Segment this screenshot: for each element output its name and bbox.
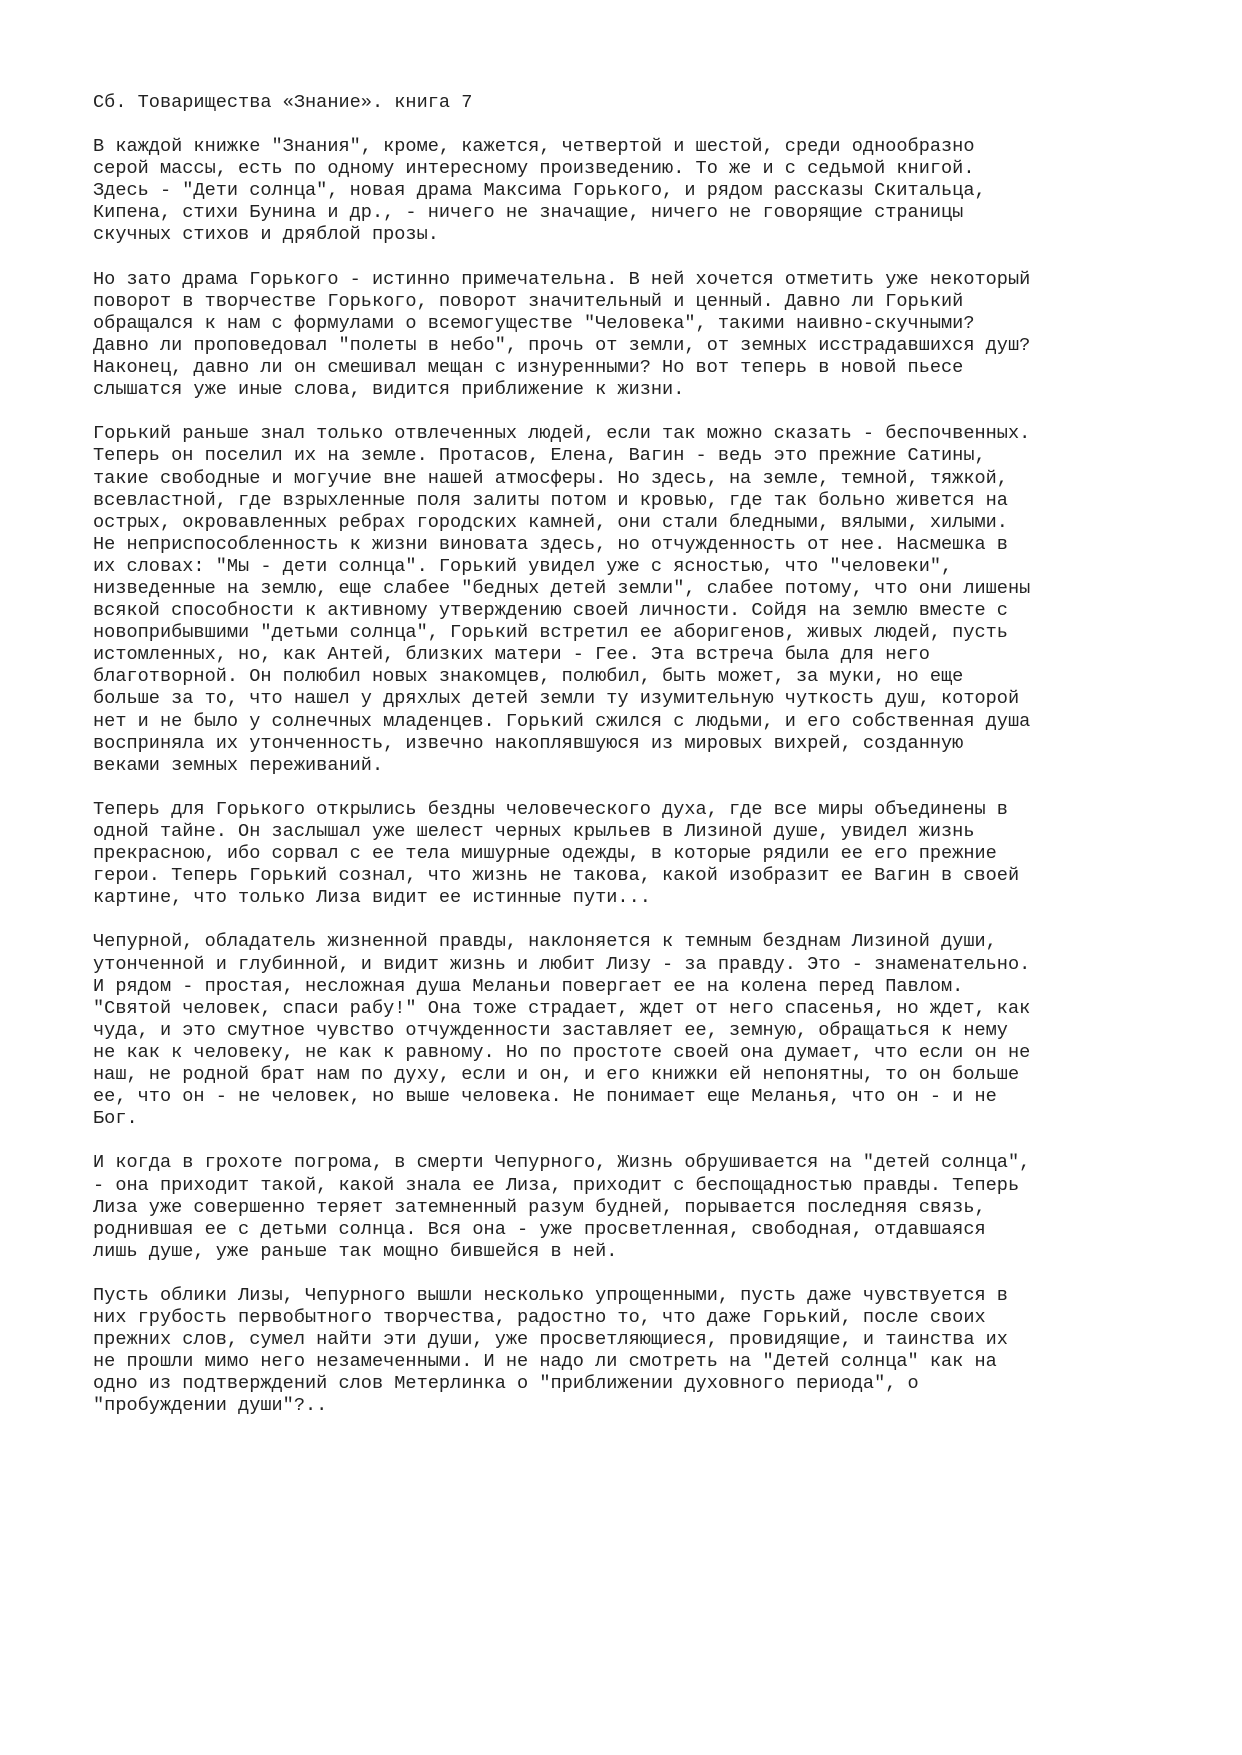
text-line: не как к человеку, не как к равному. Но по простоте своей она думает, что если он не: [93, 1041, 1031, 1063]
text-line: Наконец, давно ли он смешивал мещан с изнуренными? Но вот теперь в новой пьесе: [93, 357, 964, 379]
text-line: Здесь - "Дети солнца", новая драма Максима Горького, и рядом рассказы Скитальца,: [93, 180, 986, 202]
text-line: Но зато драма Горького - истинно примечательна. В ней хочется отметить уже некоторый: [93, 268, 1031, 290]
document-title: Сб. Товарищества «Знание». книга 7: [93, 92, 473, 113]
text-line: Бог.: [93, 1108, 138, 1130]
text-line: Горький раньше знал только отвлеченных людей, если так можно сказать - беспочвенных.: [93, 423, 1031, 445]
text-line: Теперь он поселил их на земле. Протасов, Елена, Вагин - ведь это прежние Сатины,: [93, 445, 986, 467]
text-line: слышатся уже иные слова, видится приближение к жизни.: [93, 379, 685, 401]
paragraph: [93, 1285, 1173, 1418]
text-line: чуда, и это смутное чувство отчужденности заставляет ее, земную, обращаться к нему: [93, 1019, 1008, 1041]
text-line: обращался к нам с формулами о всемогуществе "Человека", такими наивно-скучными?: [93, 312, 975, 334]
document-body: [93, 92, 1173, 1440]
text-line: Пусть облики Лизы, Чепурного вышли несколько упрощенными, пусть даже чувствуется в: [93, 1284, 1008, 1306]
text-line: всякой способности к активному утверждению своей личности. Сойдя на землю вместе с: [93, 600, 1008, 622]
text-line: герои. Теперь Горький сознал, что жизнь не такова, какой изобразит ее Вагин в своей: [93, 865, 1020, 887]
text-line: новоприбывшими "детьми солнца", Горький встретил ее аборигенов, живых людей, пусть: [93, 622, 1008, 644]
text-line: одной тайне. Он заслышал уже шелест черных крыльев в Лизиной душе, увидел жизнь: [93, 821, 975, 842]
text-line: роднившая ее с детьми солнца. Вся она - уже просветленная, свободная, отдавшаяся: [93, 1218, 986, 1240]
text-line: Чепурной, обладатель жизненной правды, наклоняется к темным безднам Лизиной души,: [93, 931, 997, 953]
paragraph-list: [93, 136, 1173, 1417]
text-line: их словах: "Мы - дети солнца". Горький увидел уже с ясностью, что "человеки",: [93, 555, 953, 577]
text-line: - она приходит такой, какой знала ее Лиза, приходит с беспощадностью правды. Теперь: [93, 1174, 1020, 1196]
text-line: прежних слов, сумел найти эти души, уже просветляющиеся, провидящие, и таинства их: [93, 1329, 1008, 1351]
text-line: благотворной. Он полюбил новых знакомцев, полюбил, быть может, за муки, но еще: [93, 666, 964, 688]
text-line: них грубость первобытного творчества, радостно то, что даже Горький, после своих: [93, 1307, 986, 1329]
text-line: лишь душе, уже раньше так мощно бившейся в ней.: [93, 1240, 618, 1262]
text-line: веками земных переживаний.: [93, 754, 384, 776]
text-line: картине, что только Лиза видит ее истинные пути...: [93, 887, 651, 909]
text-line: наш, не родной брат нам по духу, если и он, и его книжки ей непонятны, то он больше: [93, 1064, 1020, 1086]
text-line: Не неприспособленность к жизни виновата здесь, но отчужденность от нее. Насмешка в: [93, 533, 1008, 555]
text-line: Давно ли проповедовал "полеты в небо", прочь от земли, от земных исстрадавшихся душ?: [93, 334, 1031, 356]
text-line: утонченной и глубинной, и видит жизнь и любит Лизу - за правду. Это - знаменательно.: [93, 953, 1031, 975]
text-line: ее, что он - не человек, но выше человека. Не понимает еще Меланья, что он - и не: [93, 1086, 997, 1108]
text-line: И когда в грохоте погрома, в смерти Чепурного, Жизнь обрушивается на "детей солнца",: [93, 1152, 1031, 1174]
text-line: "Святой человек, спаси рабу!" Она тоже страдает, ждет от него спасенья, но ждет, как: [93, 997, 1031, 1019]
text-line: низведенные на землю, еще слабее "бедных детей земли", слабее потому, что они лишены: [93, 577, 1031, 599]
text-line: одно из подтверждений слов Метерлинка о "приближении духовного периода", о: [93, 1373, 919, 1395]
paragraph: [93, 269, 1173, 402]
text-line: больше за то, что нашел у дряхлых детей земли ту изумительную чуткость душ, которой: [93, 688, 1020, 710]
text-line: серой массы, есть по одному интересному произведению. То же и с седьмой книгой.: [93, 158, 975, 180]
text-line: восприняла их утонченность, извечно накоплявшуюся из мировых вихрей, созданную: [93, 732, 964, 754]
paragraph: [93, 799, 1173, 909]
text-line: всевластной, где взрыхленные поля залиты потом и кровью, где так больно живется на: [93, 489, 1008, 511]
paragraph: [93, 931, 1173, 1130]
text-line: Лиза уже совершенно теряет затемненный разум будней, порывается последняя связь,: [93, 1196, 986, 1218]
text-line: В каждой книжке "Знания", кроме, кажется, четвертой и шестой, среди однообразно: [93, 136, 975, 158]
text-line: И рядом - простая, несложная душа Меланьи повергает ее на колена перед Павлом.: [93, 975, 964, 997]
text-line: Кипена, стихи Бунина и др., - ничего не значащие, ничего не говорящие страницы: [93, 202, 964, 224]
text-line: истомленных, но, как Антей, близких матери - Гее. Эта встреча была для него: [93, 644, 930, 666]
text-line: прекрасною, ибо сорвал с ее тела мишурные одежды, в которые рядили ее его прежние: [93, 843, 997, 865]
text-line: Теперь для Горького открылись бездны человеческого духа, где все миры объединены в: [93, 798, 1008, 820]
text-line: не прошли мимо него незамеченными. И не надо ли смотреть на "Детей солнца" как на: [93, 1351, 997, 1373]
text-line: поворот в творчестве Горького, поворот значительный и ценный. Давно ли Горький: [93, 290, 964, 312]
text-line: "пробуждении души"?..: [93, 1395, 328, 1417]
text-line: скучных стихов и дряблой прозы.: [93, 224, 439, 246]
text-line: острых, окровавленных ребрах городских камней, они стали бледными, вялыми, хилыми.: [93, 511, 1008, 533]
paragraph: [93, 1152, 1173, 1262]
text-line: такие свободные и могучие вне нашей атмосферы. Но здесь, на земле, темной, тяжкой,: [93, 467, 1008, 489]
paragraph: [93, 136, 1173, 246]
paragraph: [93, 423, 1173, 777]
text-line: нет и не было у солнечных младенцев. Горький сжился с людьми, и его собственная душа: [93, 710, 1031, 732]
